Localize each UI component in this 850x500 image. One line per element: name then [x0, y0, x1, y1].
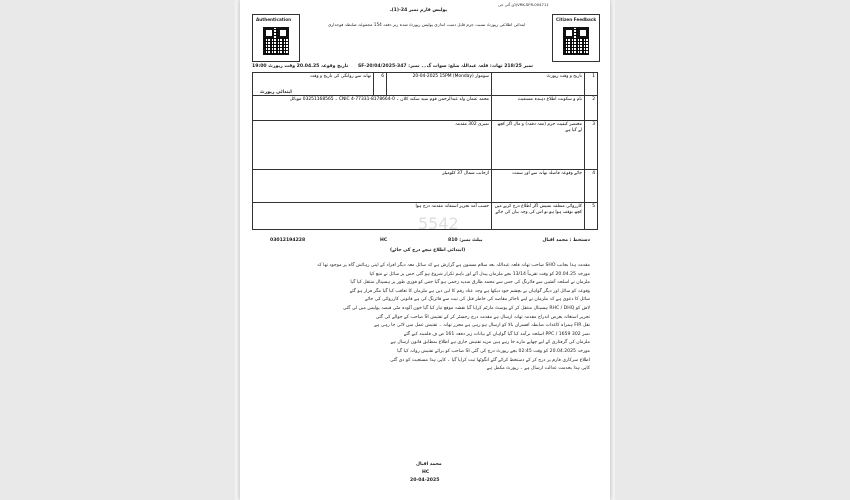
viewer-background-left: [0, 0, 235, 500]
row-label: نام و سکونت اطلاع دہندہ مستغیث: [492, 96, 585, 121]
body-line: ملزمان نے اسلحہ آتشیں سے فائرنگ کی جس سے محمد طارق شدید زخمی ہو گیا جس کو فوری طور پر ہسپتال منتقل کیا گیا: [350, 280, 590, 286]
viewer-background-right: [615, 0, 850, 500]
document-subtitle: ابتدائی اطلاعی رپورٹ نسبت جرم قابل دست اندازی پولیس رپورٹ شدہ زیر دفعہ 154 مجموعہ ضابطہ فوجداری: [328, 22, 526, 27]
row-number: 6: [374, 73, 387, 96]
authentication-qr-code[interactable]: [263, 27, 289, 55]
footer-name: محمد اقبال: [416, 462, 442, 467]
row-label: جائے وقوعہ فاصلہ تھانہ سے اور سمت: [492, 170, 585, 203]
row-value: سوموار (Monday) 20-04-2025 15PM: [387, 73, 492, 96]
row-number: 5: [585, 203, 598, 230]
row-value: نمبری 302 مقدمہ: [253, 121, 492, 170]
authentication-label: Authentication: [256, 17, 292, 22]
body-line: سائل کا دعوی ہے کہ ملزمان نے اپنے ناجائز مقاصد کی خاطر قتل کی نیت سے فائرنگ کی ہے قانونی کارروائی کی جائے: [365, 297, 590, 303]
rank-hc: HC: [380, 238, 388, 243]
form-number: پولیس فارم نمبر 24-(1)ـ: [390, 8, 448, 13]
row-number: 2: [585, 96, 598, 121]
body-line: ملزمان کی گرفتاری کے لیے چھاپے مارے جا رہے ہیں مزید تفتیش جاری ہے اطلاع بمطابق قانون ارسال ہے: [390, 340, 590, 346]
footer-date: 20-04-2025: [410, 478, 440, 483]
row-number: 4: [585, 170, 598, 203]
body-line: وقوعہ کو سائل اور دیگر گواہان نے بچشم خود دیکھا ہے وجہ عناد رقم کا لین دین ہے ملزمان کا تعاقب کیا گیا مگر فرار ہو گئے: [349, 288, 590, 294]
row-value: حسب آمد تحریر استغاثہ مقدمہ درج ہوا: [253, 203, 492, 230]
fir-document-page: [240, 0, 610, 500]
citizen-feedback-box: [552, 14, 600, 62]
citizen-feedback-qr-code[interactable]: [563, 27, 589, 55]
body-line: نمبر 302 PPC / 1659 اسلحہ برآمد کیا گیا گواہان کے بیانات زیر دفعہ 161 ض ف قلمبند کیے گئے: [403, 331, 590, 337]
phone-number: 03012194228: [270, 238, 306, 243]
report-number-line: نمبر 218/25 تھانہ: قلعہ عبداللہ ضلع: سوات گ۔۔ نمبر: SF-20/04/2025-347: [358, 64, 534, 69]
table-row: [253, 73, 598, 96]
report-body: [260, 262, 590, 374]
row-number: 3: [585, 121, 598, 170]
body-line: تحریر استغاثہ بغرض اندراج مقدمہ تھانہ ارسال ہے مقدمہ درج رجسٹر کر کے تفتیش SI صاحب کے حوالے کی گئی: [375, 314, 590, 320]
footer-rank: HC: [422, 470, 430, 475]
table-row: [253, 96, 598, 121]
table-row: [253, 121, 598, 170]
row-number: 1: [585, 73, 598, 96]
body-line: اطلاع سرکاری فارم پر درج کر کے دستخط کرائے گئے انگوٹھا ثبت کرایا گیا ۔ کاپی ہذا مستغیث کو دی گئی: [389, 357, 590, 363]
table-row: [253, 170, 598, 203]
vrk-code: VRK-SFR-004711/ڈی آئی جی: [498, 2, 549, 7]
fir-details-table: [252, 72, 598, 230]
col6-label: تھانہ سے روانگی کی تاریخ و وقت: [253, 73, 374, 96]
row-value: ازجانب شمال 37 کلومیٹر: [253, 170, 492, 203]
authentication-box: [252, 14, 300, 62]
body-line: نقل FIR ہمراہ کاغذات ضابطہ افسران بالا کو ارسال ہو رہی ہے محرر تھانہ ۔ تفتیش عمل میں لائی جا رہی ہے: [374, 323, 590, 329]
date-line: تاریخ وقوعہ 20.04.25 وقت رپورٹ 19:00: [252, 64, 349, 69]
body-line: لاش کو RHC / DHQ ہسپتال منتقل کر کے پوسٹ مارٹم کرایا گیا نقشہ موقع تیار کیا گیا خون آلودہ مٹی قبضہ پولیس میں لی گئی: [342, 305, 590, 311]
row-label: مختصر کیفیت جرم (معہ دفعہ) و مال اگر کچھ لے گیا ہے: [492, 121, 585, 170]
section-title: (ابتدائی اطلاع نیچے درج کی جائے): [390, 248, 466, 253]
body-line: مقدمہ ہذا بجانب SHO صاحب تھانہ قلعہ عبداللہ بعد سلام مسنون ہے گزارش ہے کہ سائل معہ دیگر افراد کے اپنی رہائش گاہ پر موجود تھا کہ: [316, 263, 590, 268]
body-line: مورخہ 20.04.25 کو وقت تقریباً 13/14 بجے ملزمان پیدل آئے اور باہم تکرار شروع ہو گئی جس پر سائل نے منع کیا: [369, 271, 590, 277]
citizen-feedback-label: Citizen Feedback: [556, 17, 597, 22]
row-label: کارروائی متعلقہ تفتیش اگر اطلاع درج کرنے میں کچھ توقف ہوا ہو تو اس کی وجہ بیان کی جائے: [492, 203, 585, 230]
belt-number: بیلٹ نمبر: 810: [448, 238, 483, 243]
watermark-number: 5542: [418, 214, 459, 233]
row-label: تاریخ و وقت رپورٹ: [492, 73, 585, 96]
row-value: محمد عثمان ولد عبدالرحمن قوم سید سکنہ کلاں ۔ CNIC 4-77331-8178664-0 ۔ 03251168565 موبائل: [253, 96, 492, 121]
signature-label: دستخط : محمد اقبال: [542, 238, 590, 243]
col6-value: ابتدائی رپورٹ: [260, 90, 292, 95]
body-line: کاپی ہذا بخدمت عدالت ارسال ہے ۔ رپورٹ مکمل ہے: [486, 366, 590, 372]
body-line: مورخہ 20.04.2025 کو وقت 02:45 بجے رپورٹ درج کی گئی SI صاحب کو برائے تفتیش روانہ کیا گیا: [397, 348, 590, 354]
